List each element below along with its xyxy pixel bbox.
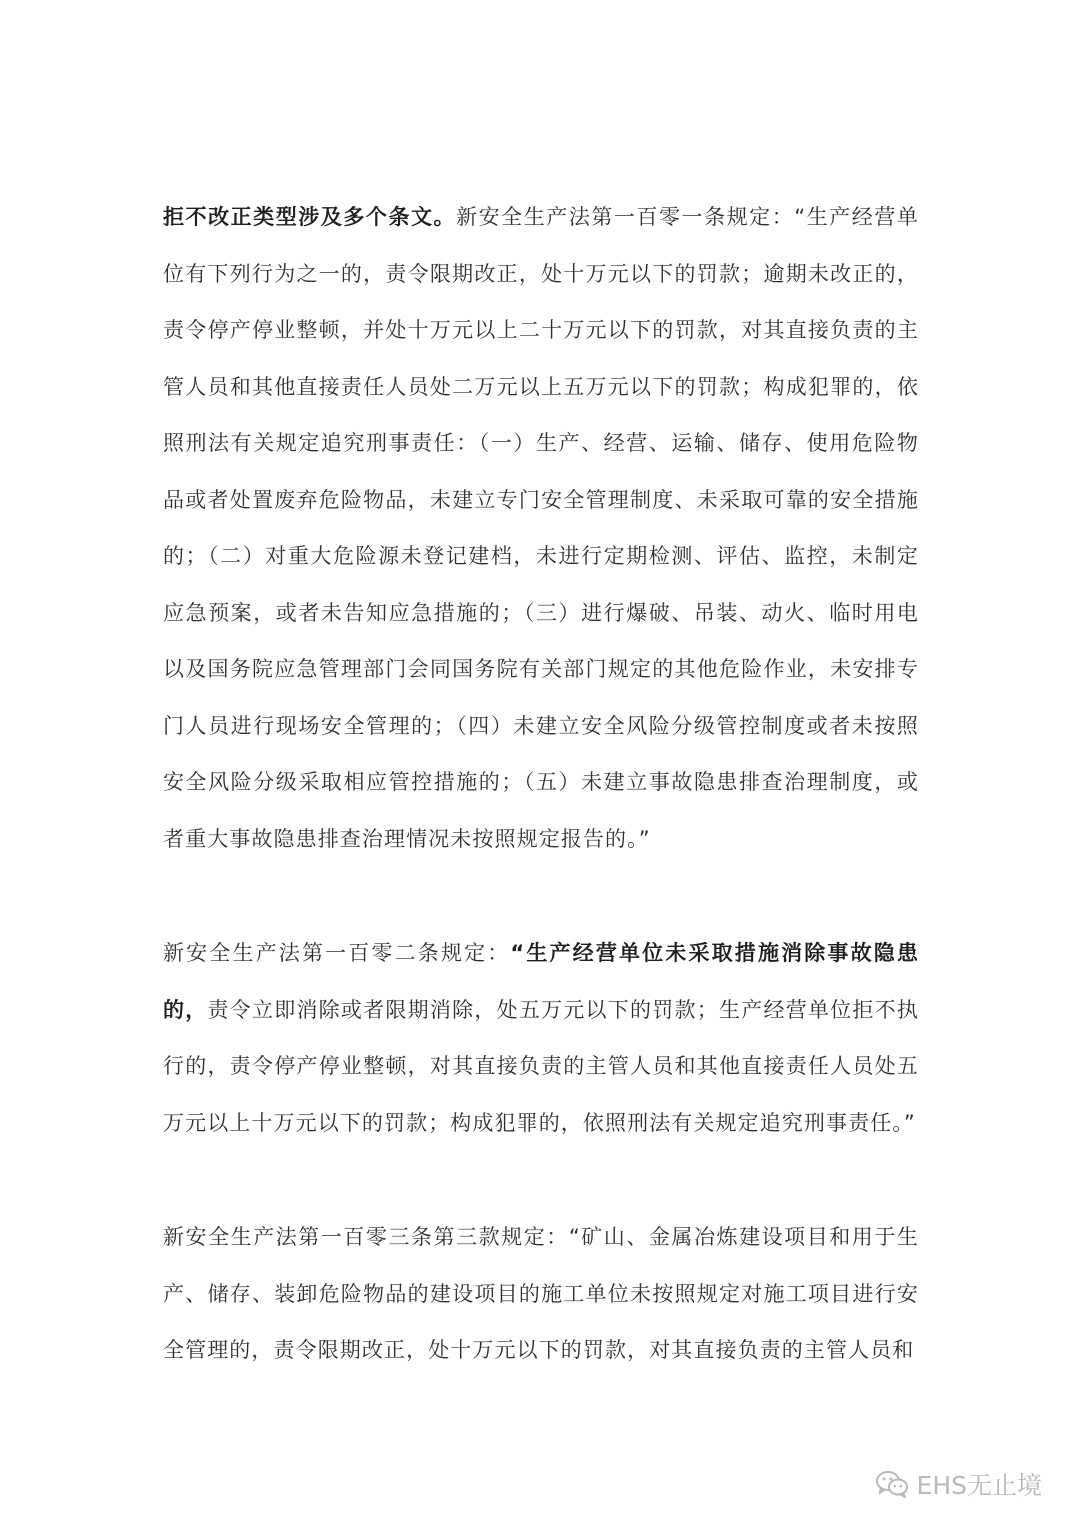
paragraph-article-101 bbox=[163, 189, 919, 867]
watermark bbox=[875, 1466, 1042, 1502]
bold-quote: “生产经营单位未采取措施消除事故隐患的， bbox=[163, 941, 919, 1022]
paragraph-article-103 bbox=[163, 1209, 919, 1379]
bold-lead: 拒不改正类型涉及多个条文。 bbox=[163, 205, 457, 229]
paragraph-text: 新安全生产法第一百零一条规定：“生产经营单位有下列行为之一的，责令限期改正，处十万元以下的罚款；逾期未改正的，责令停产停业整顿，并处十万元以上二十万元以下的罚款，对其直接负责的主管人员和其他直接责任人员处二万元以上五万元以下的罚款；构成犯罪的，依照刑法有关规定追究刑事责任：（一）生产、经营、运输、储存、使用危险物品或者处置废弃危险物品，未建立专门安全管理制度、未采取可靠的安全措施的；（二）对重大危险源未登记建档，未进行定期检测、评估、监控，未制定应急预案，或者未告知应急措施的；（三）进行爆破、吊装、动火、临时用电以及国务院应急管理部门会同国务院有关部门规定的其他危险作业，未安排专门人员进行现场安全管理的；（四）未建立安全风险分级管控制度或者未按照安全风险分级采取相应管控措施的；（五）未建立事故隐患排查治理制度，或者重大事故隐患排查治理情况未按照规定报告的。” bbox=[163, 205, 919, 851]
paragraph-text: 责令立即消除或者限期消除，处五万元以下的罚款；生产经营单位拒不执行的，责令停产停业整顿，对其直接负责的主管人员和其他直接责任人员处五万元以上十万元以下的罚款；构成犯罪的，依照刑法有关规定追究刑事责任。” bbox=[163, 997, 919, 1135]
paragraph-text: 新安全生产法第一百零三条第三款规定：“矿山、金属冶炼建设项目和用于生产、储存、装卸危险物品的建设项目的施工单位未按照规定对施工项目进行安全管理的，责令限期改正，处十万元以下的罚款，对其直接负责的主管人员和 bbox=[163, 1225, 919, 1362]
watermark-text: EHS无止境 bbox=[916, 1471, 1042, 1500]
wechat-icon bbox=[875, 1469, 909, 1499]
paragraph-lead: 新安全生产法第一百零二条规定： bbox=[163, 941, 511, 965]
document-body bbox=[163, 189, 919, 1379]
paragraph-article-102 bbox=[163, 925, 919, 1151]
